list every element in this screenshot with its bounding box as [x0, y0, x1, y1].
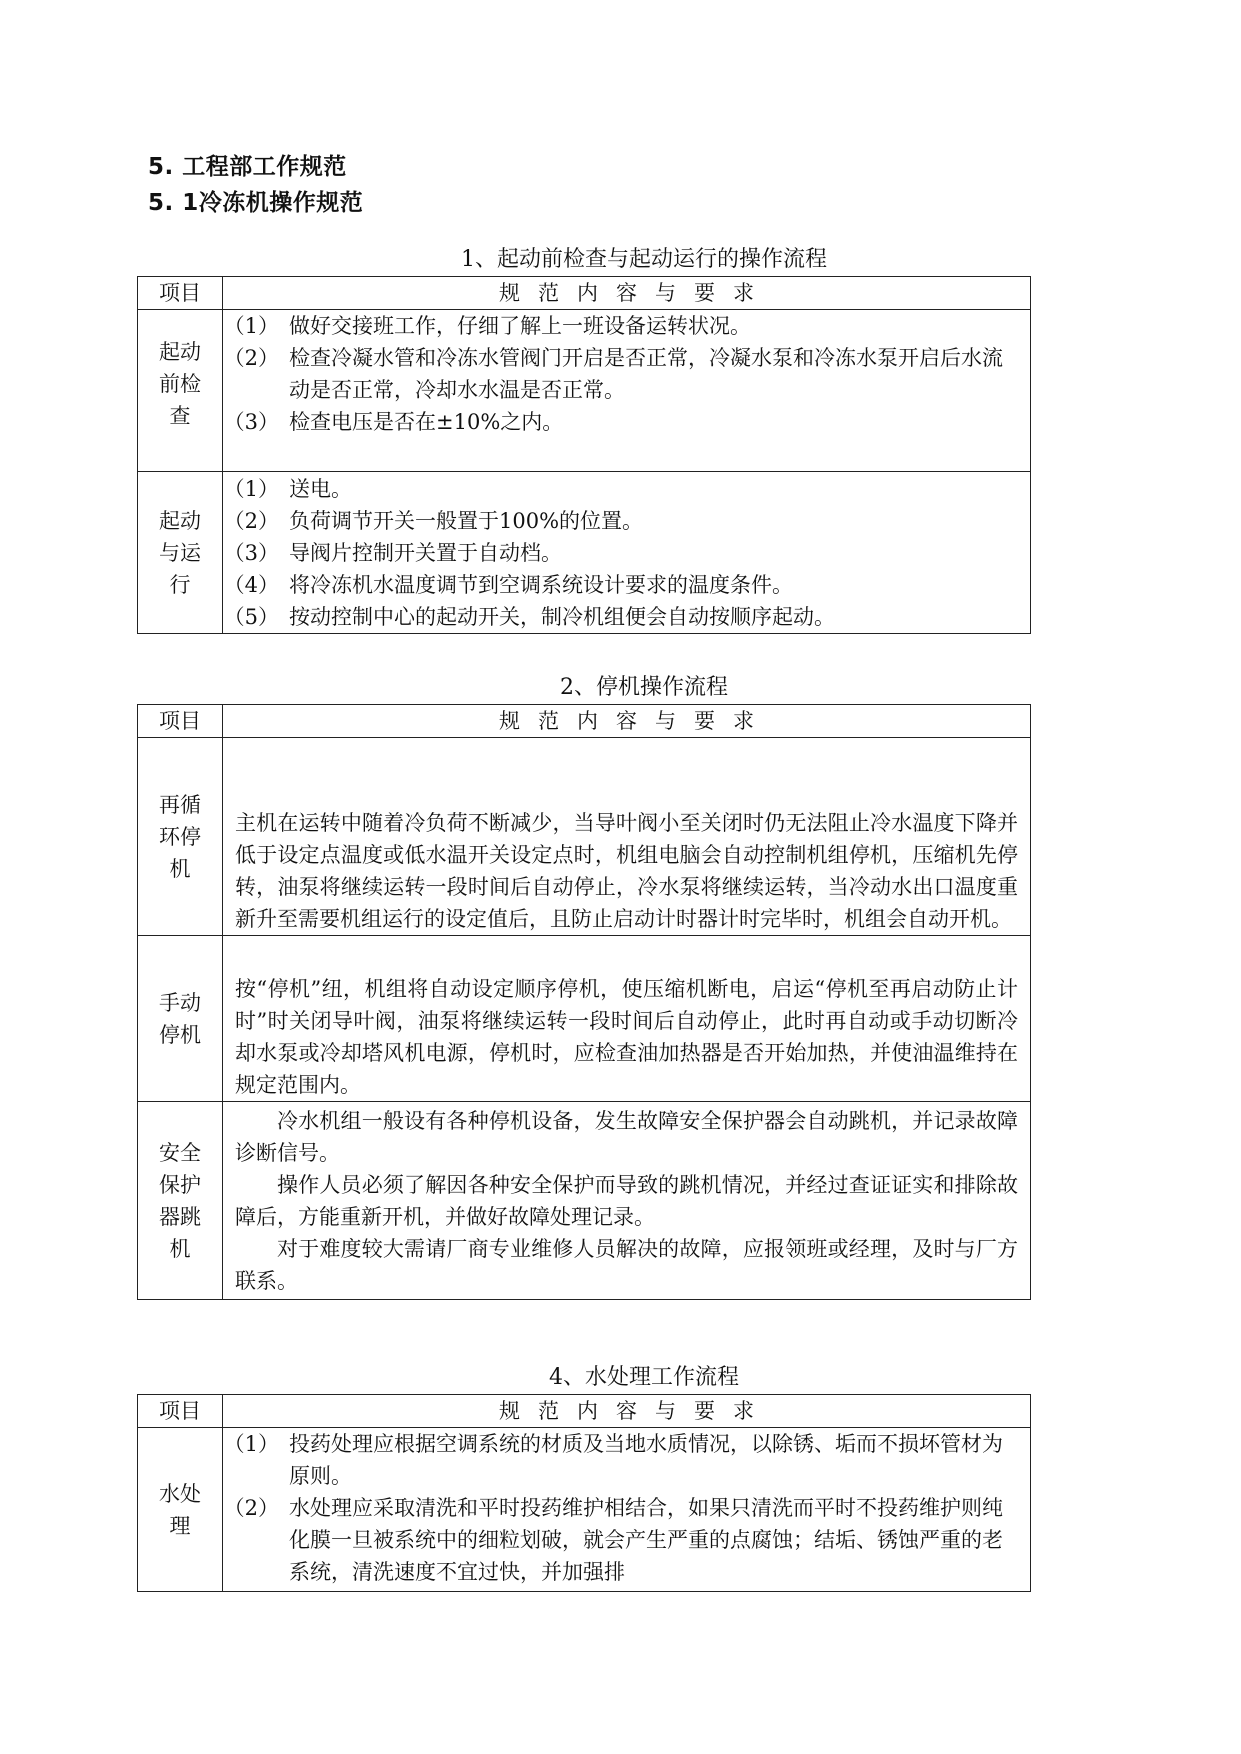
- row-label: 安全保护器跳机: [138, 1102, 223, 1300]
- shutdown-procedure-section: [137, 672, 1031, 1300]
- row-label: 再循环停机: [138, 738, 223, 936]
- water-treatment-table: [137, 1394, 1031, 1592]
- header-requirements: 规范内容与要求: [223, 705, 1031, 738]
- shutdown-procedure-table: [137, 704, 1031, 1300]
- header-item: 项目: [138, 705, 223, 738]
- list-item: （2） 检查冷凝水管和冷冻水管阀门开启是否正常，冷凝水泵和冷冻水泵开启后水流动是否正常，冷却水水温是否正常。: [223, 346, 1003, 402]
- list-item: （1） 投药处理应根据空调系统的材质及当地水质情况，以除锈、垢而不损坏管材为原则。: [223, 1432, 1003, 1488]
- row-content: [223, 738, 1031, 936]
- list-item: （4） 将冷冻机水温度调节到空调系统设计要求的温度条件。: [223, 572, 793, 597]
- paragraph: 对于难度较大需请厂商专业维修人员解决的故障，应报领班或经理，及时与厂方联系。: [235, 1236, 1018, 1293]
- table-row: [138, 310, 1031, 472]
- table-row: [138, 1102, 1031, 1300]
- startup-procedure-table: [137, 276, 1031, 634]
- paragraph: 主机在运转中随着冷负荷不断减少，当导叶阀小至关闭时仍无法阻止冷水温度下降并低于设定点温度或低水温开关设定点时，机组电脑会自动控制机组停机，压缩机先停转，油泵将继续运转一段时间后自动停止，冷水泵将继续运转，当冷动水出口温度重新升至需要机组运行的设定值后，且防止启动计时器计时完毕时，机组会自动开机。: [235, 811, 1018, 931]
- table-row: [138, 1428, 1031, 1592]
- table-title: 4、水处理工作流程: [549, 1365, 739, 1390]
- paragraph: 冷水机组一般设有各种停机设备，发生故障安全保护器会自动跳机，并记录故障诊断信号。: [235, 1108, 1018, 1165]
- table-header-row: [138, 1395, 1031, 1428]
- row-label: 水处理: [138, 1428, 223, 1592]
- list-item: （2） 水处理应采取清洗和平时投药维护相结合，如果只清洗而平时不投药维护则纯化膜一旦被系统中的细粒划破，就会产生严重的点腐蚀；结垢、锈蚀严重的老系统，清洗速度不宜过快，并加强排: [223, 1496, 1003, 1584]
- row-content: [223, 1102, 1031, 1300]
- table-row: [138, 738, 1031, 936]
- row-label: 起动与运行: [138, 472, 223, 634]
- list-item: （3） 导阀片控制开关置于自动档。: [223, 540, 562, 565]
- table-title: 2、停机操作流程: [560, 675, 728, 700]
- table-header-row: [138, 277, 1031, 310]
- water-treatment-section: [137, 1362, 1031, 1592]
- header-item: 项目: [138, 277, 223, 310]
- startup-procedure-section: [137, 244, 1031, 634]
- row-label: 手动停机: [138, 936, 223, 1102]
- row-content: [223, 936, 1031, 1102]
- header-requirements: 规范内容与要求: [223, 277, 1031, 310]
- row-content: [223, 472, 1031, 634]
- list-item: （5） 按动控制中心的起动开关，制冷机组便会自动按顺序起动。: [223, 604, 835, 629]
- list-item: （1） 做好交接班工作，仔细了解上一班设备运转状况。: [223, 314, 751, 338]
- table-row: [138, 472, 1031, 634]
- row-label: 起动前检查: [138, 310, 223, 472]
- paragraph: 操作人员必须了解因各种安全保护而导致的跳机情况，并经过查证证实和排除故障后，方能重新开机，并做好故障处理记录。: [235, 1172, 1018, 1229]
- table-title: 1、起动前检查与起动运行的操作流程: [461, 247, 827, 272]
- row-content: [223, 310, 1031, 472]
- list-item: （2） 负荷调节开关一般置于100%的位置。: [223, 508, 644, 533]
- table-header-row: [138, 705, 1031, 738]
- list-item: （1） 送电。: [223, 476, 352, 501]
- list-item: （3） 检查电压是否在±10%之内。: [223, 410, 564, 434]
- paragraph: 按“停机”纽，机组将自动设定顺序停机，使压缩机断电，启运“停机至再启动防止计时”时关闭导叶阀，油泵将继续运转一段时间后自动停止，此时再自动或手动切断冷却水泵或冷却塔风机电源，停机时，应检查油加热器是否开始加热，并使油温维持在规定范围内。: [235, 977, 1018, 1097]
- row-content: [223, 1428, 1031, 1592]
- table-row: [138, 936, 1031, 1102]
- subsection-heading: 5. 1冷冻机操作规范: [148, 190, 364, 216]
- header-item: 项目: [138, 1395, 223, 1428]
- header-requirements: 规范内容与要求: [223, 1395, 1031, 1428]
- section-heading: 5. 工程部工作规范: [148, 154, 347, 180]
